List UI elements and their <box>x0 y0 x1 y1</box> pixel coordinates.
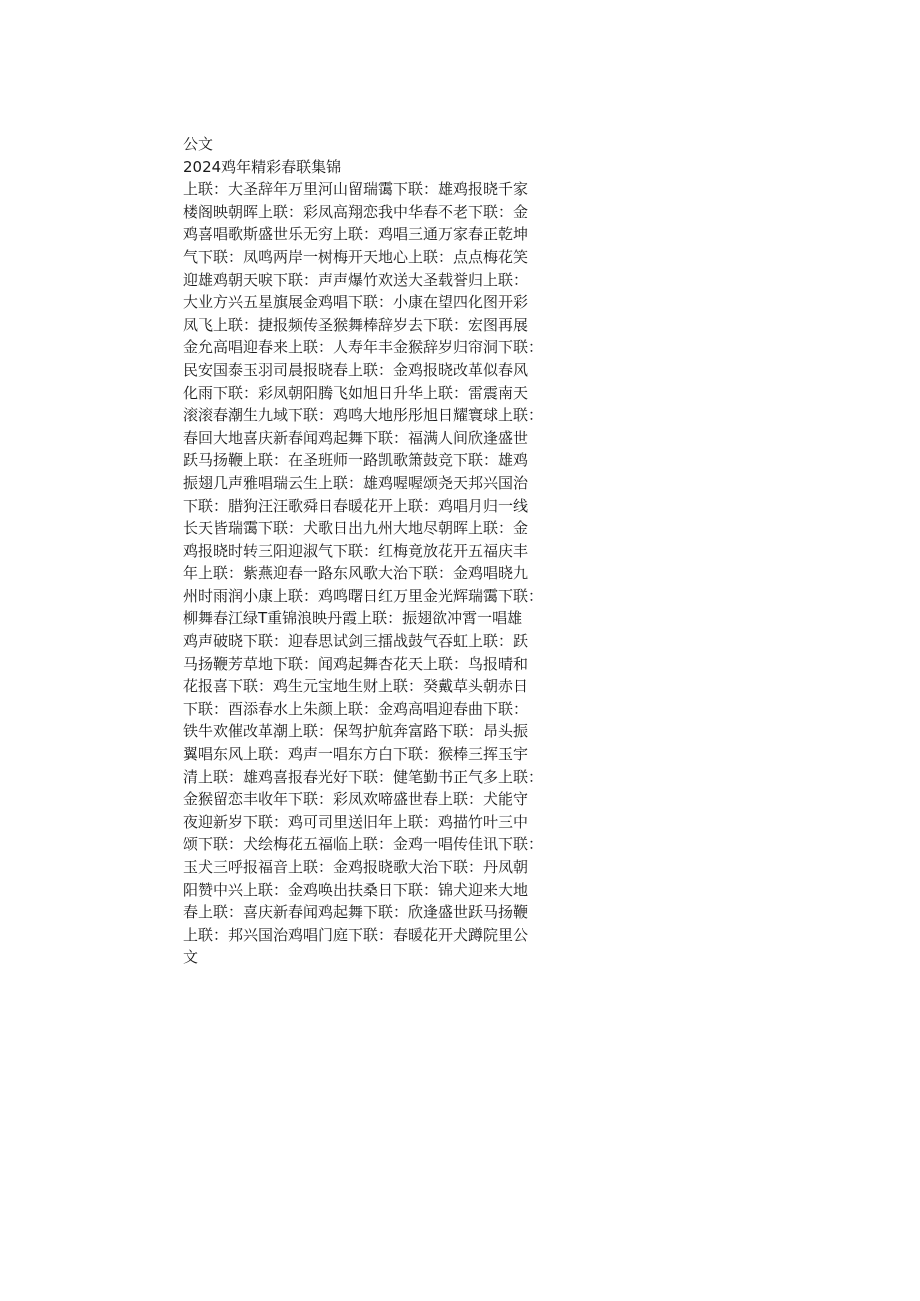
body-line: 振翅几声雅唱瑞云生上联：雄鸡喔喔颂尧天邦兴国治 <box>183 473 529 492</box>
body-line: 大业方兴五星旗展金鸡唱下联：小康在望四化图开彩 <box>183 293 529 312</box>
body-line: 上联：大圣辞年万里河山留瑞霭下联：雄鸡报晓千家 <box>183 180 529 199</box>
body-line: 州时雨润小康上联：鸡鸣曙日红万里金光辉瑞霭下联： <box>183 586 544 605</box>
body-line: 鸡声破晓下联：迎春思试剑三擂战鼓气吞虹上联：跃 <box>183 632 529 651</box>
body-line: 翼唱东风上联：鸡声一唱东方白下联：猴棒三挥玉宇 <box>183 745 529 764</box>
body-line: 玉犬三呼报福音上联：金鸡报晓歌大治下联：丹凤朝 <box>183 858 529 876</box>
document-text <box>183 133 555 969</box>
body-line: 长天皆瑞霭下联：犬歌日出九州大地尽朝晖上联：金 <box>183 519 529 538</box>
body-line: 颂下联：犬绘梅花五福临上联：金鸡一唱传佳讯下联： <box>183 835 544 854</box>
body-line: 春回大地喜庆新春闻鸡起舞下联：福满人间欣逢盛世 <box>183 428 529 447</box>
body-line: 花报喜下联：鸡生元宝地生财上联：癸戴草头朝赤日 <box>183 677 529 696</box>
body-line: 迎雄鸡朝天唳下联：声声爆竹欢送大圣载誉归上联： <box>183 270 529 289</box>
body-line: 春上联：喜庆新春闻鸡起舞下联：欣逢盛世跃马扬鞭 <box>183 903 529 922</box>
body-line: 下联：腊狗汪汪歌舜日春暖花开上联：鸡唱月归一线 <box>183 496 529 515</box>
body-line: 下联：酉添春水上朱颜上联：金鸡高唱迎春曲下联： <box>183 699 529 718</box>
body-line: 清上联：雄鸡喜报春光好下联：健笔勤书正气多上联： <box>183 767 544 786</box>
body-line: 阳赞中兴上联：金鸡唤出扶桑日下联：锦犬迎来大地 <box>183 880 529 899</box>
body-line: 金猴留恋丰收年下联：彩凤欢啼盛世春上联：犬能守 <box>183 790 529 809</box>
document-title: 2024鸡年精彩春联集锦 <box>183 157 342 176</box>
body-line: 楼阁映朝晖上联：彩凤高翔恋我中华春不老下联：金 <box>183 202 529 221</box>
body-line: 柳舞春江绿T重锦浪映丹霞上联：振翅欲冲霄一唱雄 <box>183 609 523 628</box>
body-line: 文 <box>183 948 199 967</box>
body-line: 凤飞上联：捷报频传圣猴舞棒辞岁去下联：宏图再展 <box>183 315 529 334</box>
body-line: 上联：邦兴国治鸡唱门庭下联：春暖花开犬蹲院里公 <box>183 925 529 944</box>
body-line: 气下联：凤鸣两岸一树梅开天地心上联：点点梅花笑 <box>183 247 529 266</box>
body-line: 铁牛欢催改革潮上联：保驾护航奔富路下联：昂头振 <box>183 722 529 741</box>
body-line: 金允高唱迎春来上联：人寿年丰金猴辞岁归帘洞下联： <box>183 338 544 357</box>
body-line: 民安国泰玉羽司晨报晓春上联：金鸡报晓改革似春风 <box>183 360 529 379</box>
body-line: 鸡报晓时转三阳迎淑气下联：红梅竟放花开五福庆丰 <box>183 541 529 560</box>
body-line: 年上联：紫燕迎春一路东风歌大治下联：金鸡唱晓九 <box>183 564 529 583</box>
body-line: 跃马扬鞭上联：在圣班师一路凯歌箫鼓竞下联：雄鸡 <box>183 451 529 470</box>
body-line: 鸡喜唱歌斯盛世乐无穷上联：鸡唱三通万家春正乾坤 <box>183 225 529 244</box>
body-line: 夜迎新岁下联：鸡可司里送旧年上联：鸡描竹叶三中 <box>183 812 529 831</box>
body-line: 化雨下联：彩凤朝阳腾飞如旭日升华上联：雷震南天 <box>183 383 529 402</box>
body-line: 马扬鞭芳草地下联：闻鸡起舞杏花天上联：鸟报晴和 <box>183 654 529 673</box>
body-line: 滚滚春潮生九域下联：鸡鸣大地彤彤旭日耀寰球上联： <box>183 406 544 425</box>
document-header: 公文 <box>183 135 214 153</box>
